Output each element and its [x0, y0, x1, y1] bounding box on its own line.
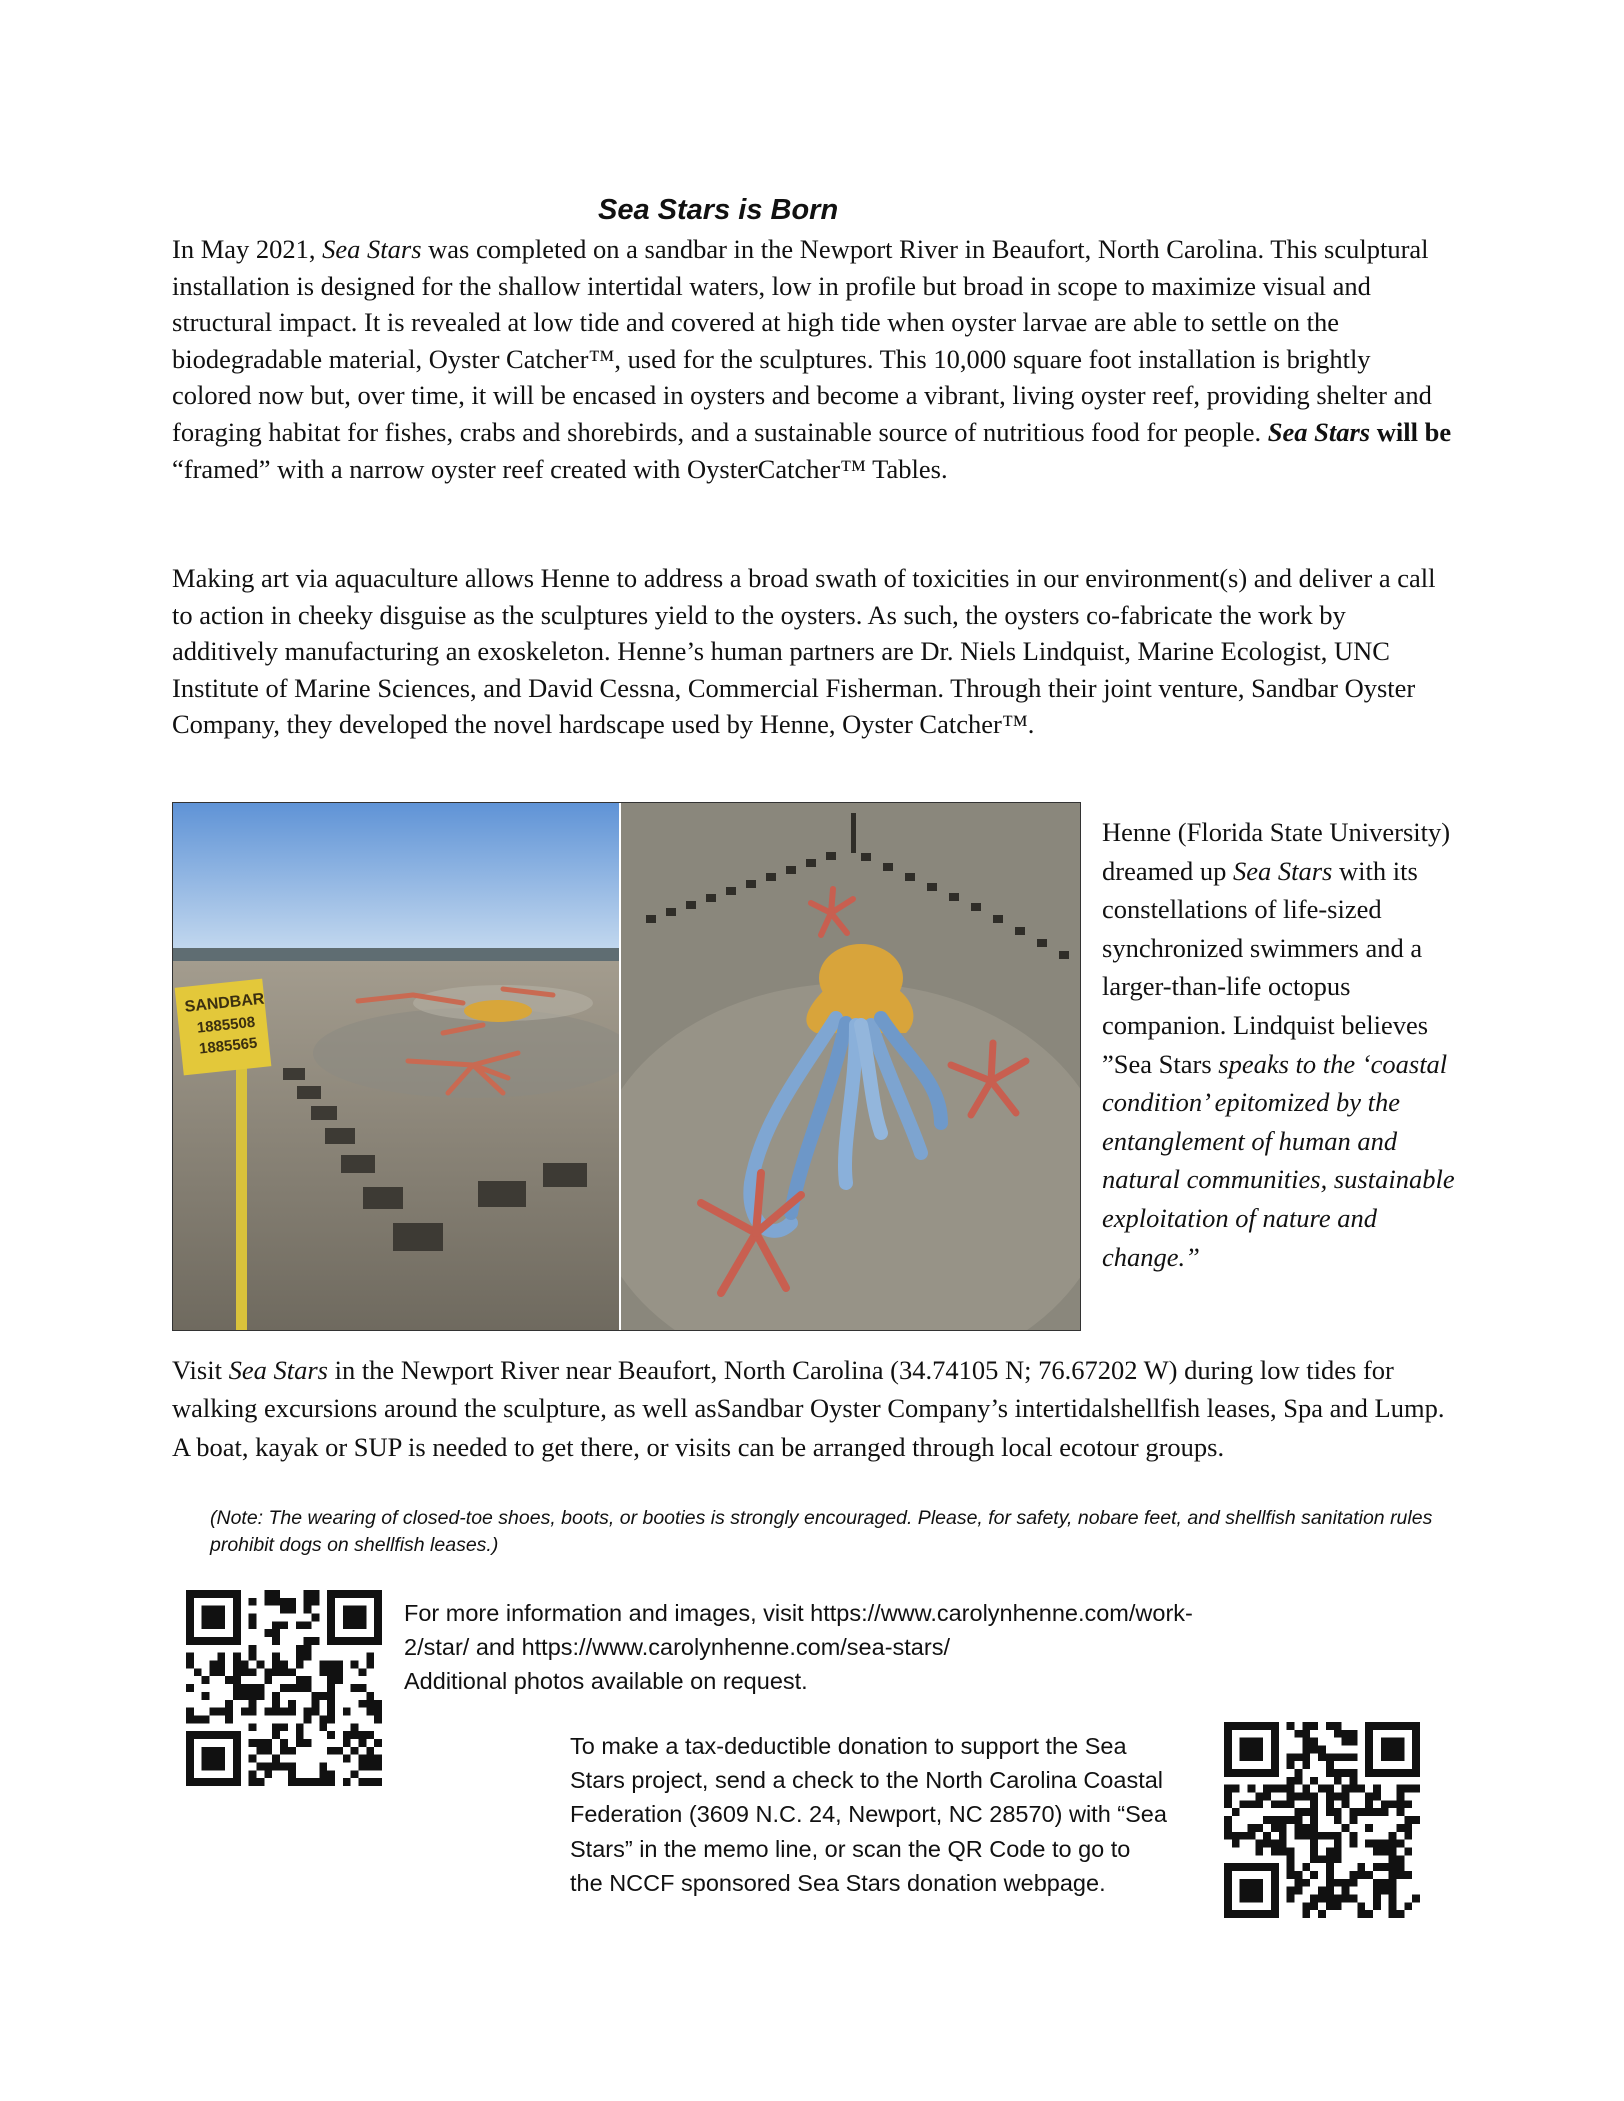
- sign-line-3: 1885565: [198, 1034, 259, 1058]
- more-info-block: [404, 1596, 1304, 1698]
- qr-code-donation[interactable]: [1224, 1722, 1420, 1918]
- more-info-line-2: 2/star/ and https://www.carolynhenne.com/sea-stars/: [404, 1634, 950, 1660]
- lindquist-quote: speaks to the ‘coastal condition’ epitomized by the entanglement of human and natural communities, sustainable exploitation of nature and change.”: [1102, 1048, 1455, 1272]
- aquaculture-paragraph: Making art via aquaculture allows Henne to address a broad swath of toxicities in our environment(s) and deliver a call to action in cheeky disguise as the sculptures yield to the oysters. As such, the oysters co-fabricate the work by additively manufacturing an exoskeleton. Henne’s human partners are Dr. Niels Lindquist, Marine Ecologist, UNC Institute of Marine Sciences, and David Cessna, Commercial Fisherman. Through their joint venture, Sandbar Oyster Company, they developed the novel hardscape used by Henne, Oyster Catcher™.: [172, 563, 1436, 740]
- more-info-line-3: Additional photos available on request.: [404, 1668, 808, 1694]
- sign-line-1: SANDBAR: [183, 990, 266, 1016]
- safety-note: (Note: The wearing of closed-toe shoes, boots, or booties is strongly encouraged. Please, for safety, nobare feet, and shellfish sanitation rules prohibit dogs on shellfish leases.): [210, 1507, 1433, 1556]
- photo-aerial-octopus: [621, 803, 1080, 1330]
- intro-text-2: was completed on a sandbar in the Newport River in Beaufort, North Carolina. This sculptural installation is designed for the shallow intertidal waters, low in profile but broad in scope to maximize visual and structural impact. It is revealed at low tide and covered at high tide when oyster larvae are able to settle on the biodegradable material, Oyster Catcher™, used for the sculptures. This 10,000 square foot installation is brightly colored now but, over time, it will be encased in oysters and become a vibrant, living oyster reef, providing shelter and foraging habitat for fishes, crabs and shorebirds, and a sustainable source of nutritious food for people.: [172, 234, 1432, 447]
- side-text-2: with its constellations of life-sized synchronized swimmers and a larger-than-life octopus companion. Lindquist believes ”Sea Stars: [1102, 855, 1429, 1079]
- will-be-bold: will be: [1370, 416, 1452, 447]
- visit-text-2: in the Newport River near Beaufort, North Carolina (34.74105 N; 76.67202 W) during low tides for walking excursions around the sculpture, as well asSandbar Oyster Company’s intertidalshellfish leases, Spa and Lump. A boat, kayak or SUP is needed to get there, or visits can be arranged through local ecotour groups.: [172, 1355, 1445, 1462]
- sign-line-2: 1885508: [196, 1013, 256, 1037]
- qr-code-info[interactable]: [186, 1590, 382, 1786]
- henne-sidebar-text: [1102, 813, 1462, 1276]
- sea-stars-bold-italic: Sea Stars: [1267, 416, 1371, 447]
- photo-pair: [172, 802, 1081, 1331]
- side-text-1: Henne (Florida State University) dreamed up: [1102, 817, 1451, 886]
- intro-text-3: “framed” with a narrow oyster reef created with OysterCatcher™ Tables.: [172, 453, 948, 484]
- donate-line-4: Stars” in the memo line, or scan the QR Code to go to: [570, 1835, 1131, 1862]
- donate-line-5: the NCCF sponsored Sea Stars donation webpage.: [570, 1869, 1106, 1896]
- sea-stars-italic: Sea Stars: [228, 1355, 328, 1385]
- donate-line-1: To make a tax-deductible donation to support the Sea: [570, 1733, 1127, 1759]
- donate-line-2: Stars project, send a check to the North Carolina Coastal: [570, 1767, 1164, 1794]
- sea-stars-italic: Sea Stars: [322, 234, 422, 264]
- visit-text-1: Visit: [172, 1355, 229, 1385]
- donate-line-3: Federation (3609 N.C. 24, Newport, NC 28570) with “Sea: [570, 1801, 1167, 1828]
- photo-sandbar-sign: [173, 803, 621, 1330]
- intro-paragraph: [172, 231, 1452, 487]
- visit-paragraph: [172, 1351, 1452, 1466]
- intro-text-1: In May 2021,: [172, 234, 323, 264]
- more-info-line-1: For more information and images, visit https://www.carolynhenne.com/work-: [404, 1600, 1193, 1626]
- page-title: Sea Stars is Born: [598, 194, 839, 226]
- sea-stars-italic: Sea Stars: [1232, 855, 1333, 886]
- donation-block: [570, 1729, 1210, 1900]
